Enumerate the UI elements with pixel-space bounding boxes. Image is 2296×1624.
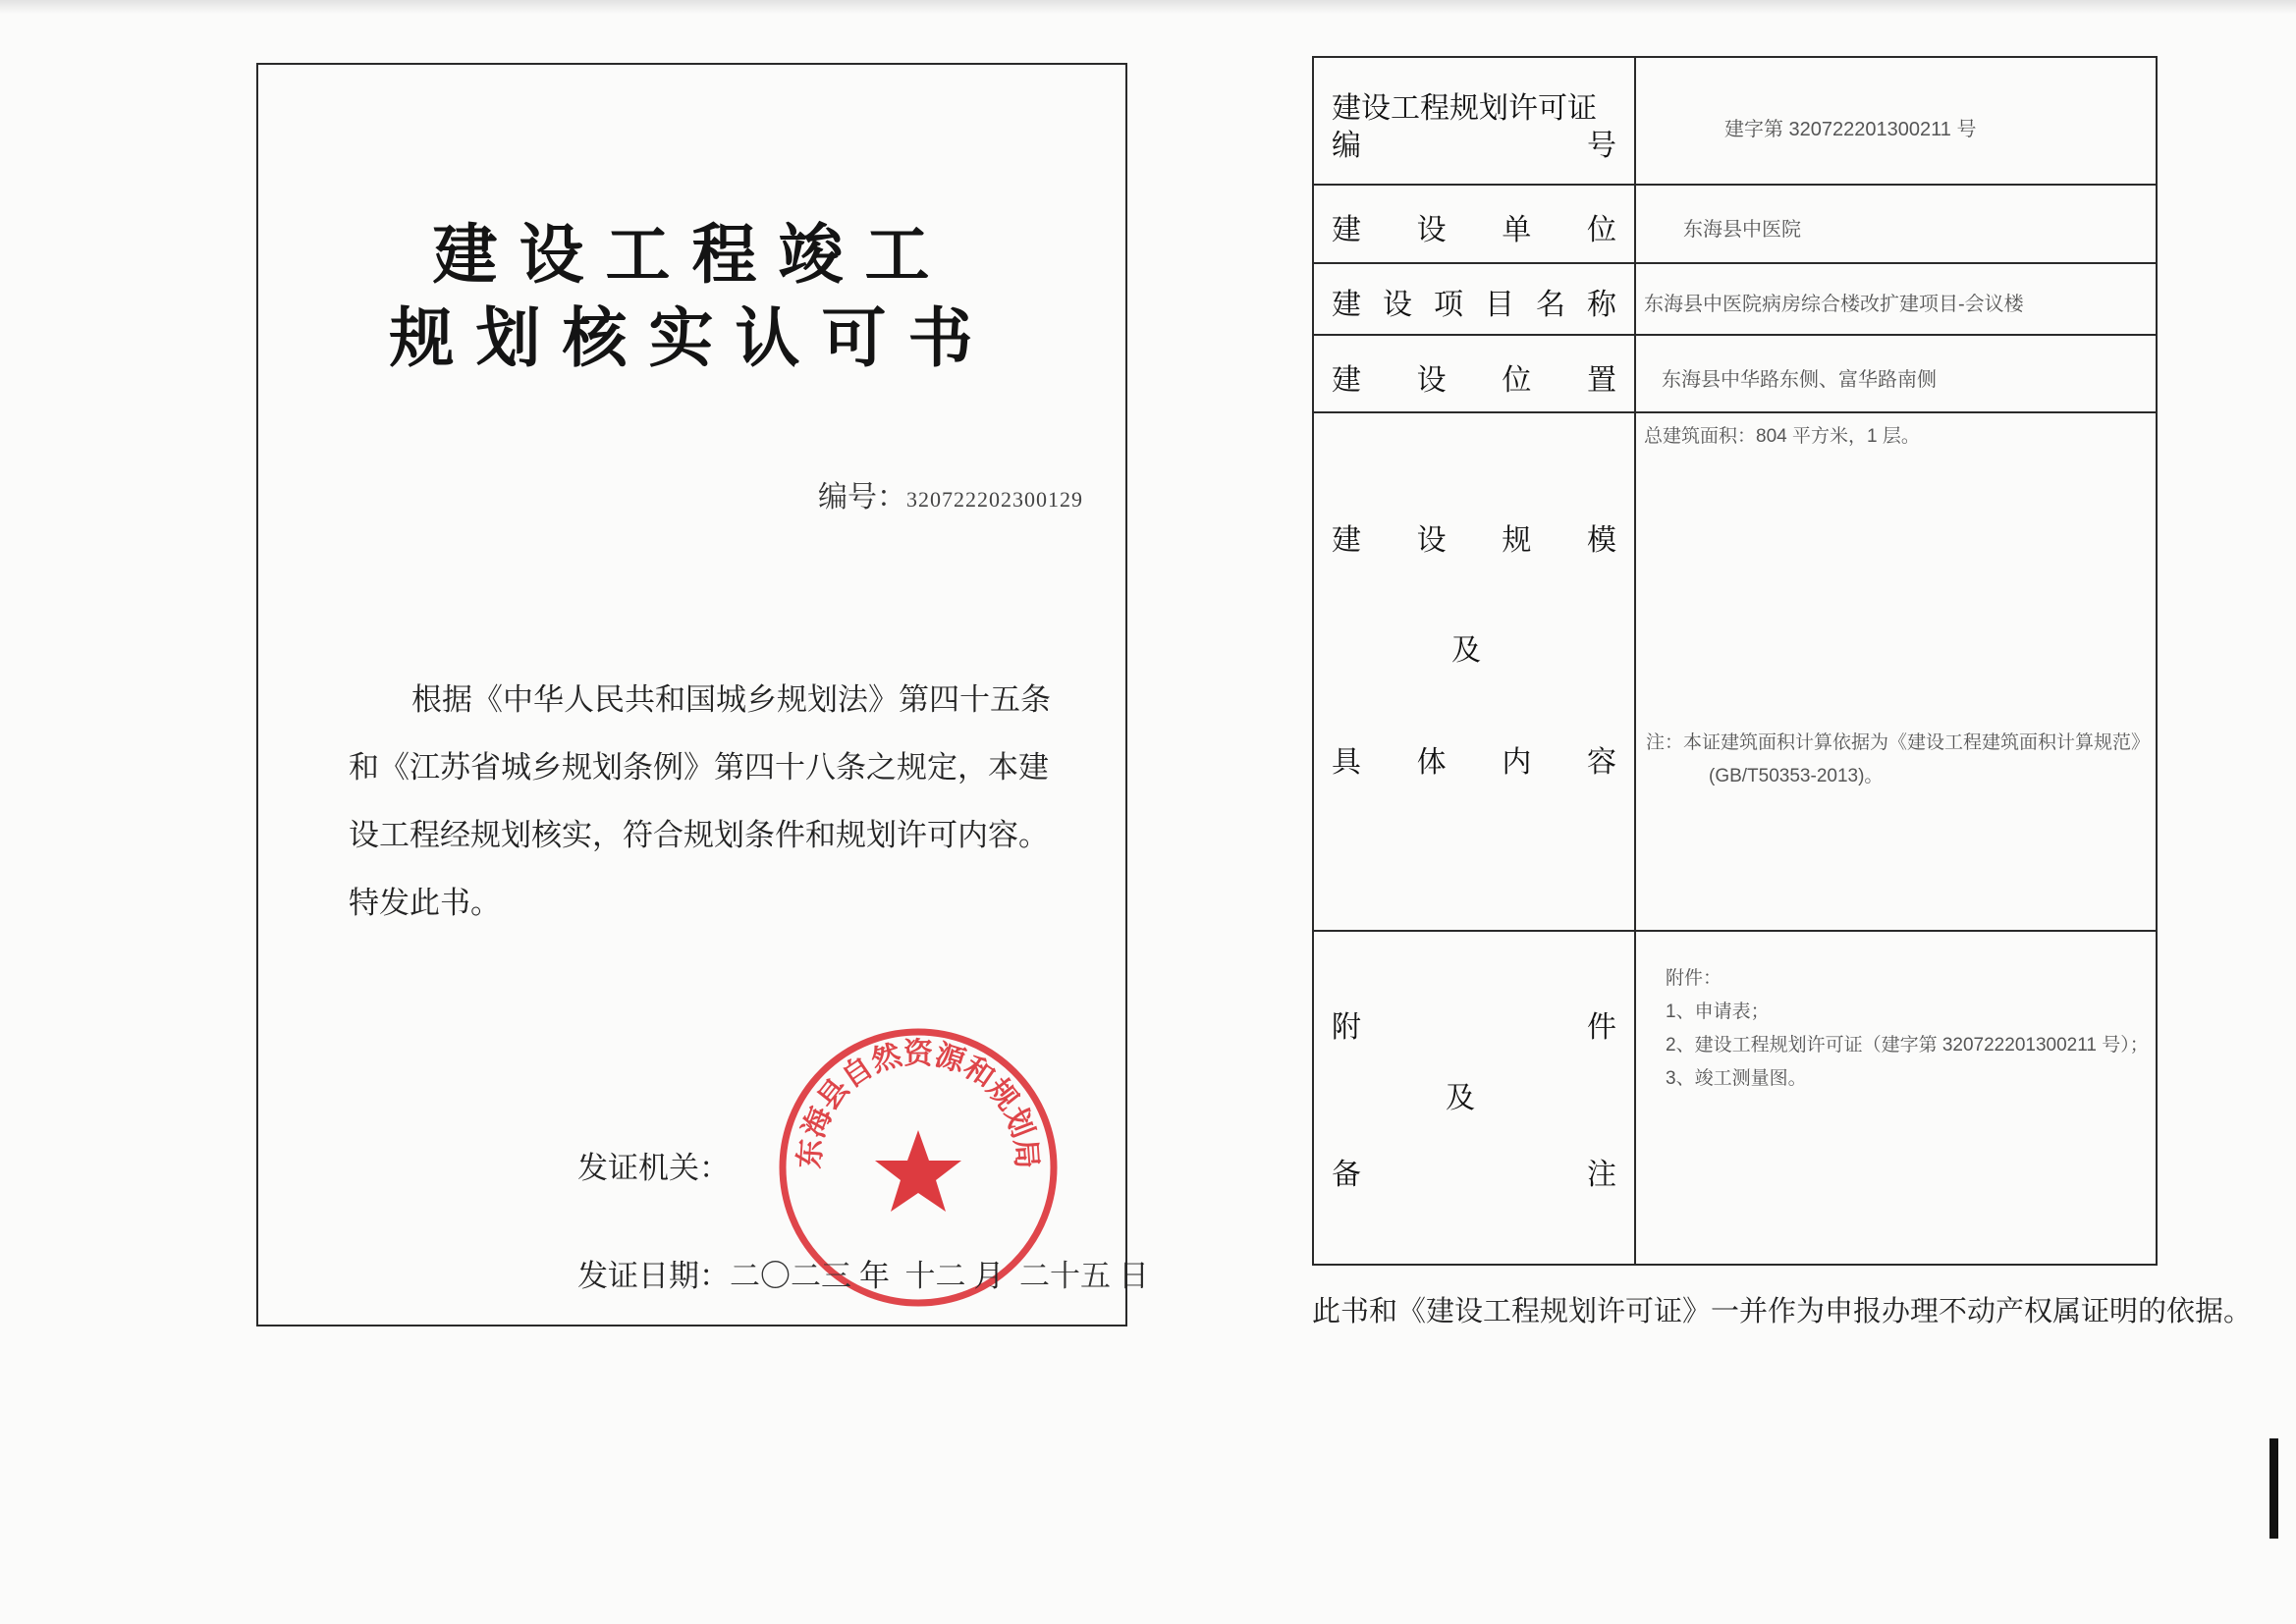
label-char: 项	[1434, 288, 1463, 322]
label-char: 位	[1586, 213, 1616, 247]
label-char: 目	[1485, 288, 1514, 322]
seal-text: 东海县自然资源和规划局	[793, 1036, 1044, 1170]
label-char: 单	[1502, 213, 1532, 247]
attachments-label-line2: 及	[1446, 1081, 1475, 1115]
construction-unit-value: 东海县中医院	[1683, 219, 1801, 241]
project-name-label	[1332, 280, 1616, 323]
label-char: 体	[1416, 745, 1447, 780]
table-row-scale-content	[1314, 413, 2156, 932]
scan-edge-mark	[2269, 1438, 2278, 1539]
certificate-number-value: 320722202300129	[906, 487, 1083, 512]
label-char: 建	[1332, 213, 1361, 247]
permit-info-table	[1312, 56, 2158, 1266]
footer-note: 此书和《建设工程规划许可证》一并作为申报办理不动产权属证明的依据。	[1312, 1296, 2253, 1327]
certificate-title-line1: 建设工程竣工	[432, 216, 952, 293]
issue-date-year-unit: 年	[859, 1259, 890, 1293]
issue-date-row	[577, 1251, 1149, 1295]
attachment-item-1: 1、申请表；	[1666, 1001, 1770, 1022]
label-char: 设	[1416, 213, 1447, 247]
label-char: 注	[1587, 1158, 1616, 1192]
attachment-item-2: 2、建设工程规划许可证（建字第 320722201300211 号）；	[1666, 1035, 2149, 1056]
table-row-project-name	[1314, 264, 2156, 336]
label-char: 模	[1586, 523, 1616, 558]
label-char: 内	[1502, 745, 1532, 780]
label-char: 设	[1416, 363, 1447, 398]
issue-date-day: 二十五	[1019, 1259, 1111, 1293]
issue-date-month-unit: 月	[973, 1259, 1005, 1293]
issuer-label: 发证机关：	[577, 1151, 730, 1185]
permit-number-label-line2	[1332, 121, 1616, 164]
label-char: 建	[1332, 363, 1361, 398]
label-char: 位	[1502, 363, 1532, 398]
label-char: 设	[1383, 288, 1412, 322]
issue-date-month: 十二	[904, 1259, 966, 1293]
label-char: 备	[1332, 1158, 1361, 1192]
project-name-value: 东海县中医院病房综合楼改扩建项目-会议楼	[1644, 294, 2024, 315]
permit-number-label-line1: 建设工程规划许可证	[1332, 91, 1597, 126]
permit-number-label	[1332, 83, 1616, 164]
permit-number-value: 建字第 320722201300211 号	[1724, 119, 1977, 140]
issue-date-label: 发证日期：	[577, 1259, 730, 1293]
scale-note-line2: (GB/T50353-2013)。	[1709, 766, 1884, 786]
certificate-left-panel	[256, 63, 1149, 1326]
construction-unit-label	[1332, 205, 1616, 248]
attachments-header: 附件：	[1666, 968, 1722, 989]
seal-star-icon	[875, 1130, 961, 1212]
label-char: 称	[1587, 288, 1616, 322]
scale-note-line1: 注：本证建筑面积计算依据为《建设工程建筑面积计算规范》	[1646, 732, 2151, 753]
scale-value: 总建筑面积：804 平方米，1 层。	[1644, 426, 1920, 447]
location-value: 东海县中华路东侧、富华路南侧	[1662, 369, 1937, 391]
body-line-4: 特发此书。	[349, 886, 501, 920]
certificate-number-label: 编号：	[818, 481, 906, 514]
label-char: 置	[1586, 363, 1616, 398]
table-row-construction-unit	[1314, 186, 2156, 264]
scale-label-line1	[1332, 515, 1616, 559]
scale-label-line3	[1332, 737, 1616, 781]
body-line-3: 设工程经规划核实，符合规划条件和规划许可内容。	[349, 818, 1049, 852]
certificate-body	[349, 666, 1056, 937]
certificate-title-line2: 规划核实认可书	[389, 299, 995, 376]
location-label	[1332, 355, 1616, 399]
label-char: 建	[1332, 523, 1361, 558]
attachments-label-line1	[1332, 1002, 1616, 1046]
body-line-1: 根据《中华人民共和国城乡规划法》第四十五条	[411, 682, 1051, 717]
table-row-location	[1314, 336, 2156, 413]
permit-number-label-char-a: 编	[1332, 129, 1361, 163]
scale-label-line2: 及	[1451, 633, 1481, 668]
label-char: 规	[1502, 523, 1532, 558]
table-row-attachments	[1314, 932, 2156, 1266]
label-char: 建	[1332, 288, 1361, 322]
table-row-permit-number	[1314, 58, 2156, 186]
label-char: 附	[1332, 1010, 1361, 1045]
label-char: 设	[1416, 523, 1447, 558]
issue-date-day-unit: 日	[1119, 1259, 1149, 1293]
scan-edge	[0, 0, 2296, 14]
attachment-item-3: 3、竣工测量图。	[1666, 1068, 1807, 1089]
label-char: 具	[1332, 745, 1361, 780]
attachments-label-line3	[1332, 1150, 1616, 1193]
label-char: 名	[1536, 288, 1565, 322]
certificate-number	[818, 472, 1132, 515]
label-char: 容	[1586, 745, 1616, 780]
label-char: 件	[1587, 1010, 1616, 1045]
issue-date-year: 二〇二三	[730, 1259, 851, 1293]
body-line-2: 和《江苏省城乡规划条例》第四十八条之规定，本建	[349, 750, 1049, 785]
permit-number-label-char-b: 号	[1587, 129, 1616, 163]
